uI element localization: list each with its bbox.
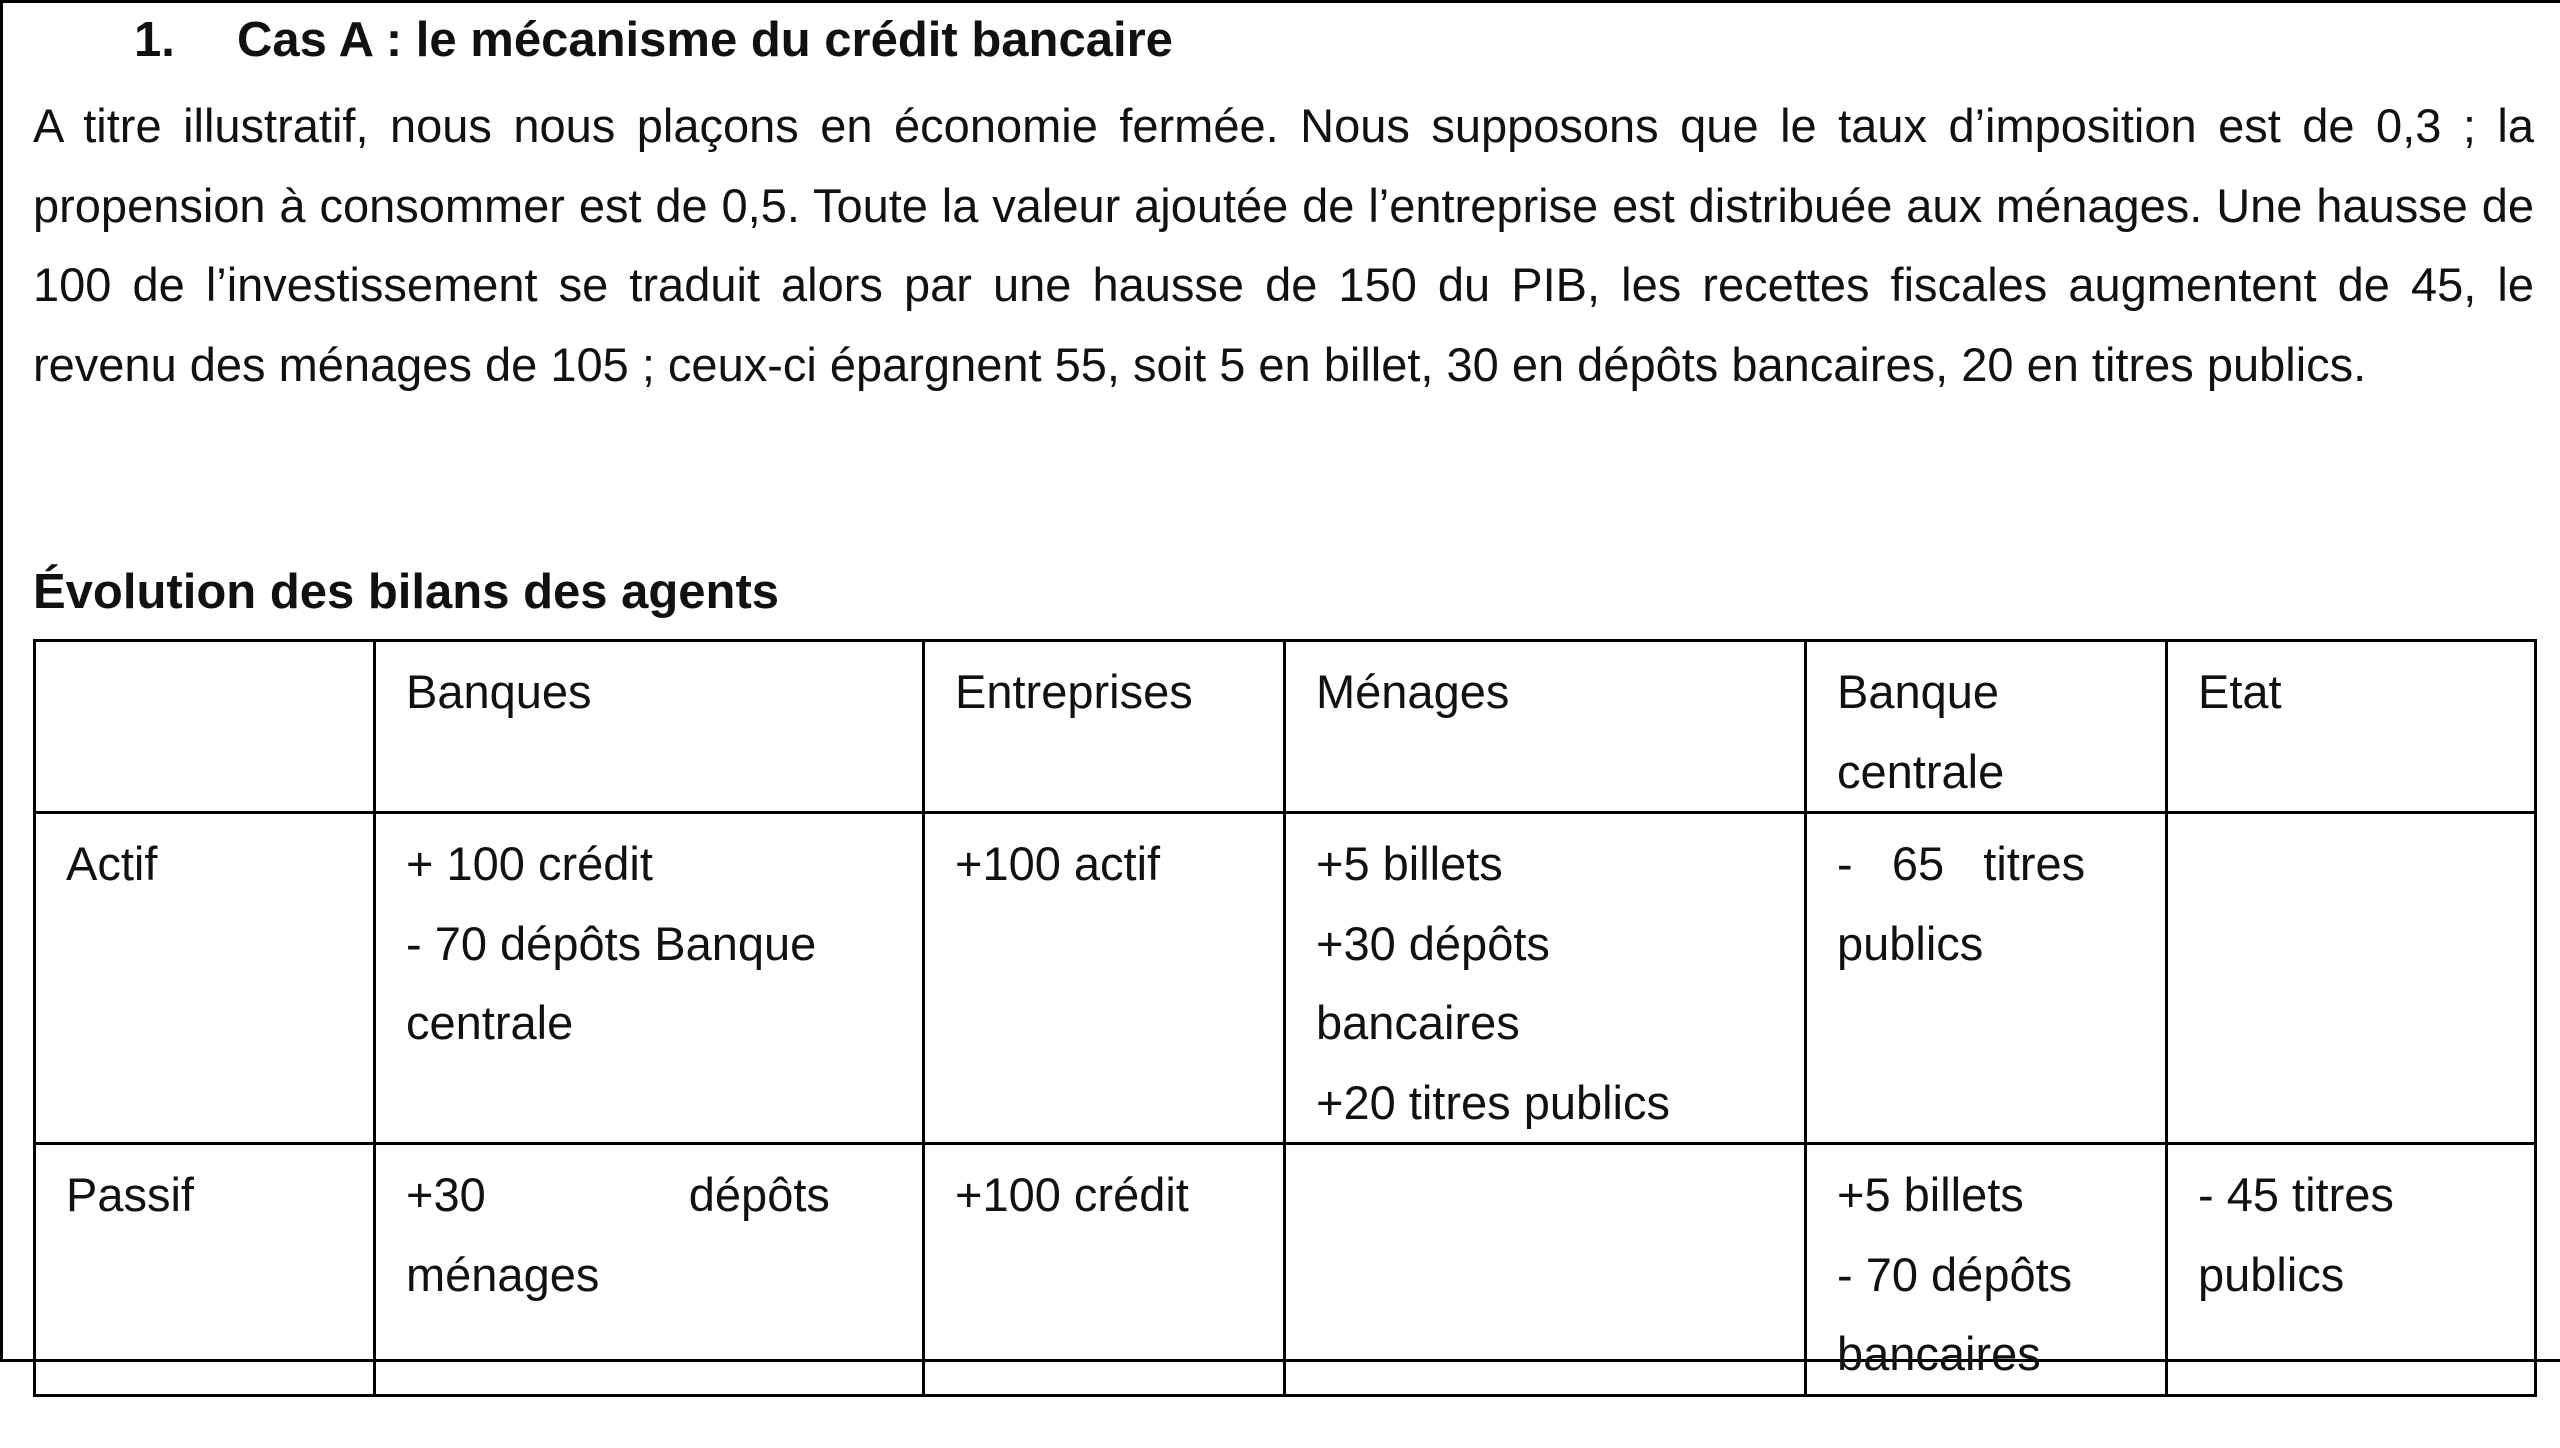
header-cell-entreprises: Entreprises <box>924 641 1285 813</box>
cell-passif-etat: - 45 titres publics <box>2167 1144 2536 1396</box>
header-cell-banques: Banques <box>375 641 924 813</box>
cell-passif-entreprises: +100 crédit <box>924 1144 1285 1396</box>
heading-number: 1. <box>134 13 175 67</box>
table-row-actif <box>35 813 2536 1144</box>
section-heading <box>134 8 1173 72</box>
intro-paragraph: A titre illustratif, nous nous plaçons en économie fermée. Nous supposons que le taux d’imposition est de 0,3 ; la propension à consommer est de 0,5. Toute la valeur ajoutée de l’entreprise est distribuée aux ménages. Une hausse de 100 de l’investissement se traduit alors par une hausse de 150 du PIB, les recettes fiscales augmentent de 45, le revenu des ménages de 105 ; ceux-ci épargnent 55, soit 5 en billet, 30 en dépôts bancaires, 20 en titres publics. <box>33 99 2534 391</box>
cell-actif-etat <box>2167 813 2536 1144</box>
header-cell-menages: Ménages <box>1285 641 1806 813</box>
cell-passif-menages <box>1285 1144 1806 1396</box>
table-row-passif <box>35 1144 2536 1396</box>
table-header-row <box>35 641 2536 813</box>
cell-passif-banques: +30 dépôts ménages <box>375 1144 924 1396</box>
table-title: Évolution des bilans des agents <box>33 565 780 619</box>
header-cell-banque-centrale: Banque centrale <box>1806 641 2167 813</box>
row-label-actif: Actif <box>35 813 375 1144</box>
header-cell-empty <box>35 641 375 813</box>
header-cell-etat: Etat <box>2167 641 2536 813</box>
cell-actif-entreprises: +100 actif <box>924 813 1285 1144</box>
cell-passif-banque-centrale: +5 billets - 70 dépôts bancaires <box>1806 1144 2167 1396</box>
cell-actif-banque-centrale: - 65 titres publics <box>1806 813 2167 1144</box>
row-label-passif: Passif <box>35 1144 375 1396</box>
balance-sheet-table <box>33 639 2537 1397</box>
cell-actif-banques: + 100 crédit - 70 dépôts Banque centrale <box>375 813 924 1144</box>
cell-actif-menages: +5 billets +30 dépôts bancaires +20 titres publics <box>1285 813 1806 1144</box>
heading-title: Cas A : le mécanisme du crédit bancaire <box>237 13 1173 67</box>
